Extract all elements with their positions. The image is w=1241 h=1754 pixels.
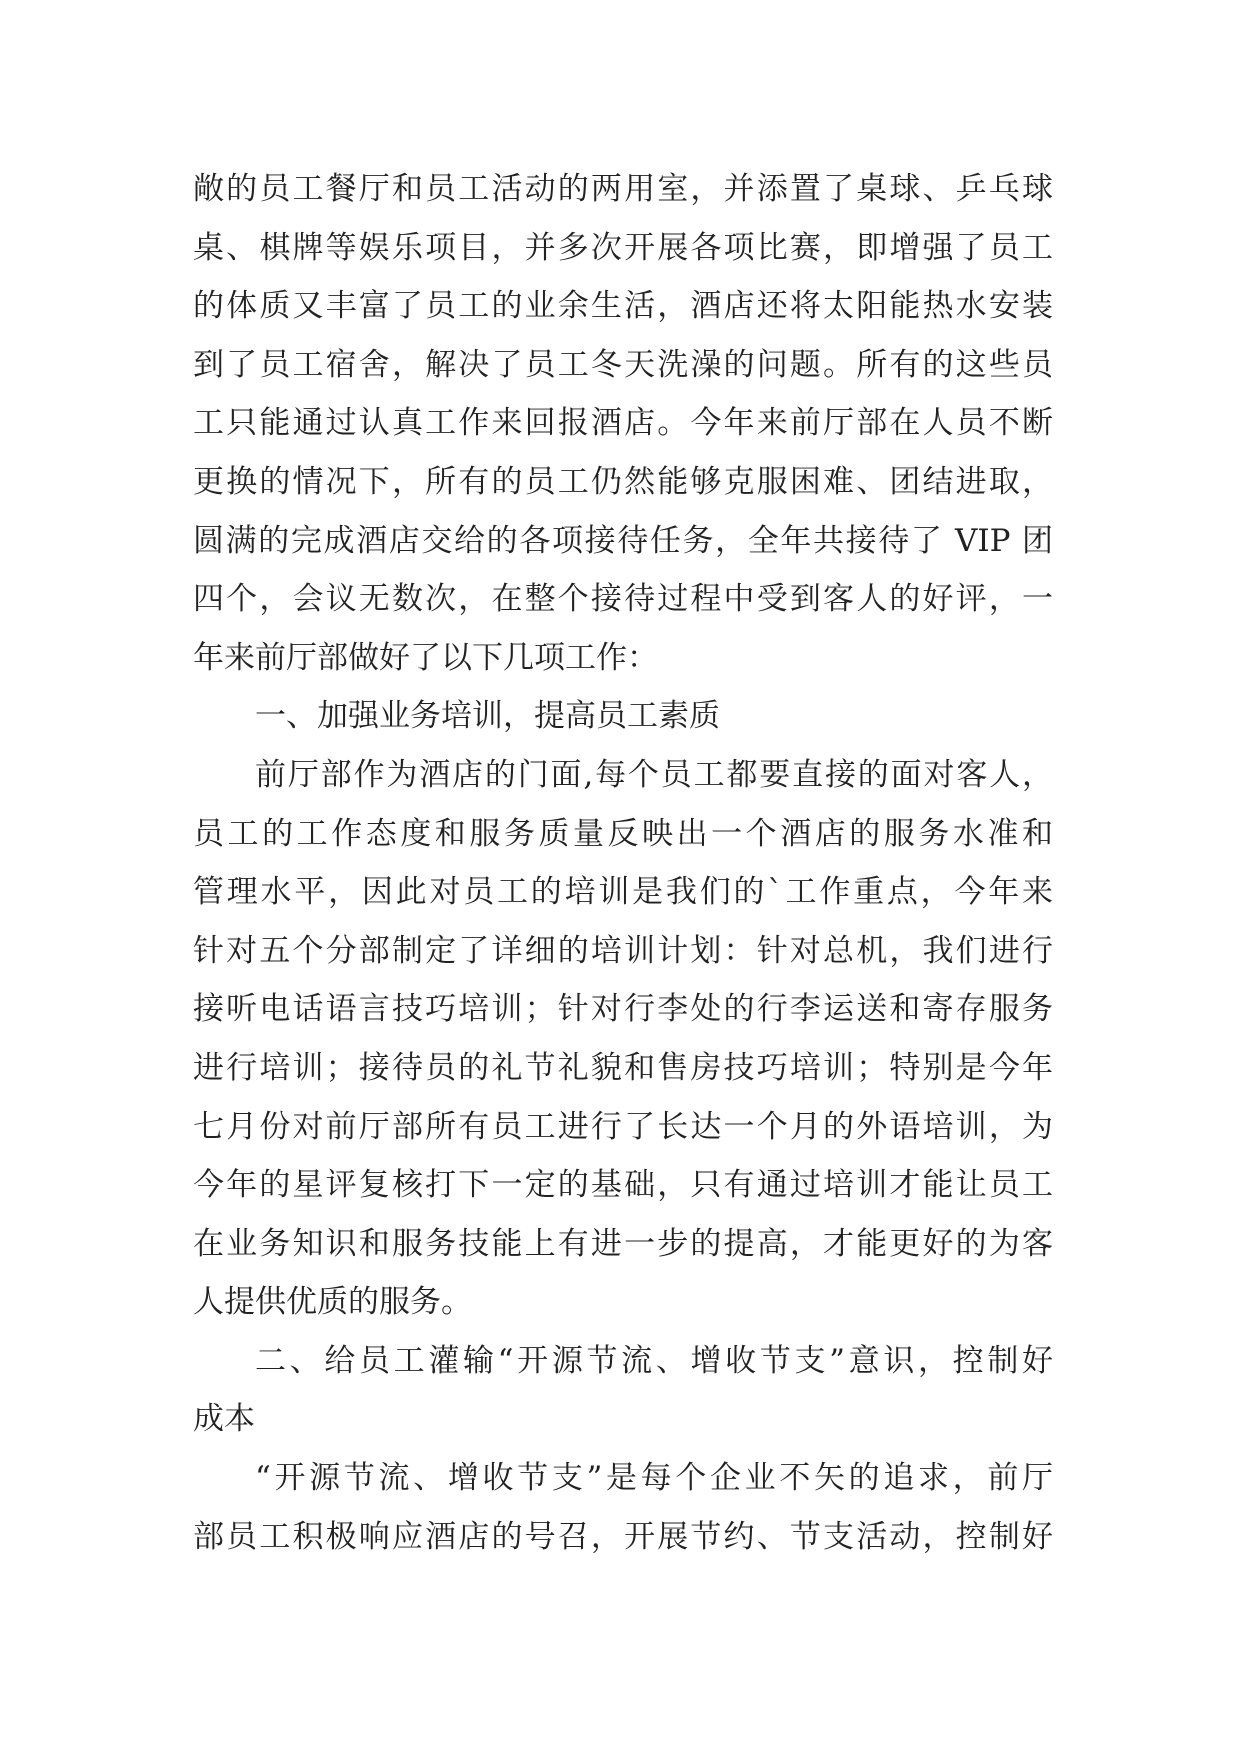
text-line: 在业务知识和服务技能上有进一步的提高，才能更好的为客 (193, 1225, 1053, 1262)
paragraph-first-line: “开源节流、增收节支”是每个企业不矢的追求，前厅 (255, 1460, 1053, 1497)
text-line: 员工的工作态度和服务质量反映出一个酒店的服务水准和 (193, 815, 1053, 852)
text-line: 的体质又丰富了员工的业余生活，酒店还将太阳能热水安装 (193, 288, 1053, 325)
text-line: 七月份对前厅部所有员工进行了长达一个月的外语培训，为 (193, 1108, 1053, 1145)
document-body (193, 160, 1053, 1566)
text-line: 四个，会议无数次，在整个接待过程中受到客人的好评，一 (193, 581, 1053, 618)
text-line: 桌、棋牌等娱乐项目，并多次开展各项比赛，即增强了员工 (193, 229, 1053, 266)
text-line: 部员工积极响应酒店的号召，开展节约、节支活动，控制好 (193, 1518, 1053, 1555)
text-line: 今年的星评复核打下一定的基础，只有通过培训才能让员工 (193, 1167, 1053, 1204)
text-line: 到了员工宿舍，解决了员工冬天洗澡的问题。所有的这些员 (193, 346, 1053, 383)
section-heading: 二、给员工灌输“开源节流、增收节支”意识，控制好 (255, 1342, 1053, 1379)
section-heading: 一、加强业务培训，提高员工素质 (255, 698, 720, 735)
text-line: 针对五个分部制定了详细的培训计划：针对总机，我们进行 (193, 932, 1053, 969)
text-line: 圆满的完成酒店交给的各项接待任务，全年共接待了 VIP 团 (193, 522, 1053, 559)
text-line: 工只能通过认真工作来回报酒店。今年来前厅部在人员不断 (193, 405, 1053, 442)
text-line: 年来前厅部做好了以下几项工作： (193, 639, 658, 676)
section-heading-continuation: 成本 (193, 1401, 255, 1438)
paragraph-first-line: 前厅部作为酒店的门面,每个员工都要直接的面对客人， (255, 756, 1053, 793)
text-line: 管理水平，因此对员工的培训是我们的`工作重点，今年来 (193, 874, 1053, 911)
text-line: 敞的员工餐厅和员工活动的两用室，并添置了桌球、乒乓球 (193, 171, 1053, 207)
text-line: 进行培训；接待员的礼节礼貌和售房技巧培训；特别是今年 (193, 1049, 1053, 1086)
text-line: 人提供优质的服务。 (193, 1284, 472, 1321)
text-line: 接听电话语言技巧培训；针对行李处的行李运送和寄存服务 (193, 991, 1053, 1028)
text-line: 更换的情况下，所有的员工仍然能够克服困难、团结进取， (193, 463, 1053, 500)
